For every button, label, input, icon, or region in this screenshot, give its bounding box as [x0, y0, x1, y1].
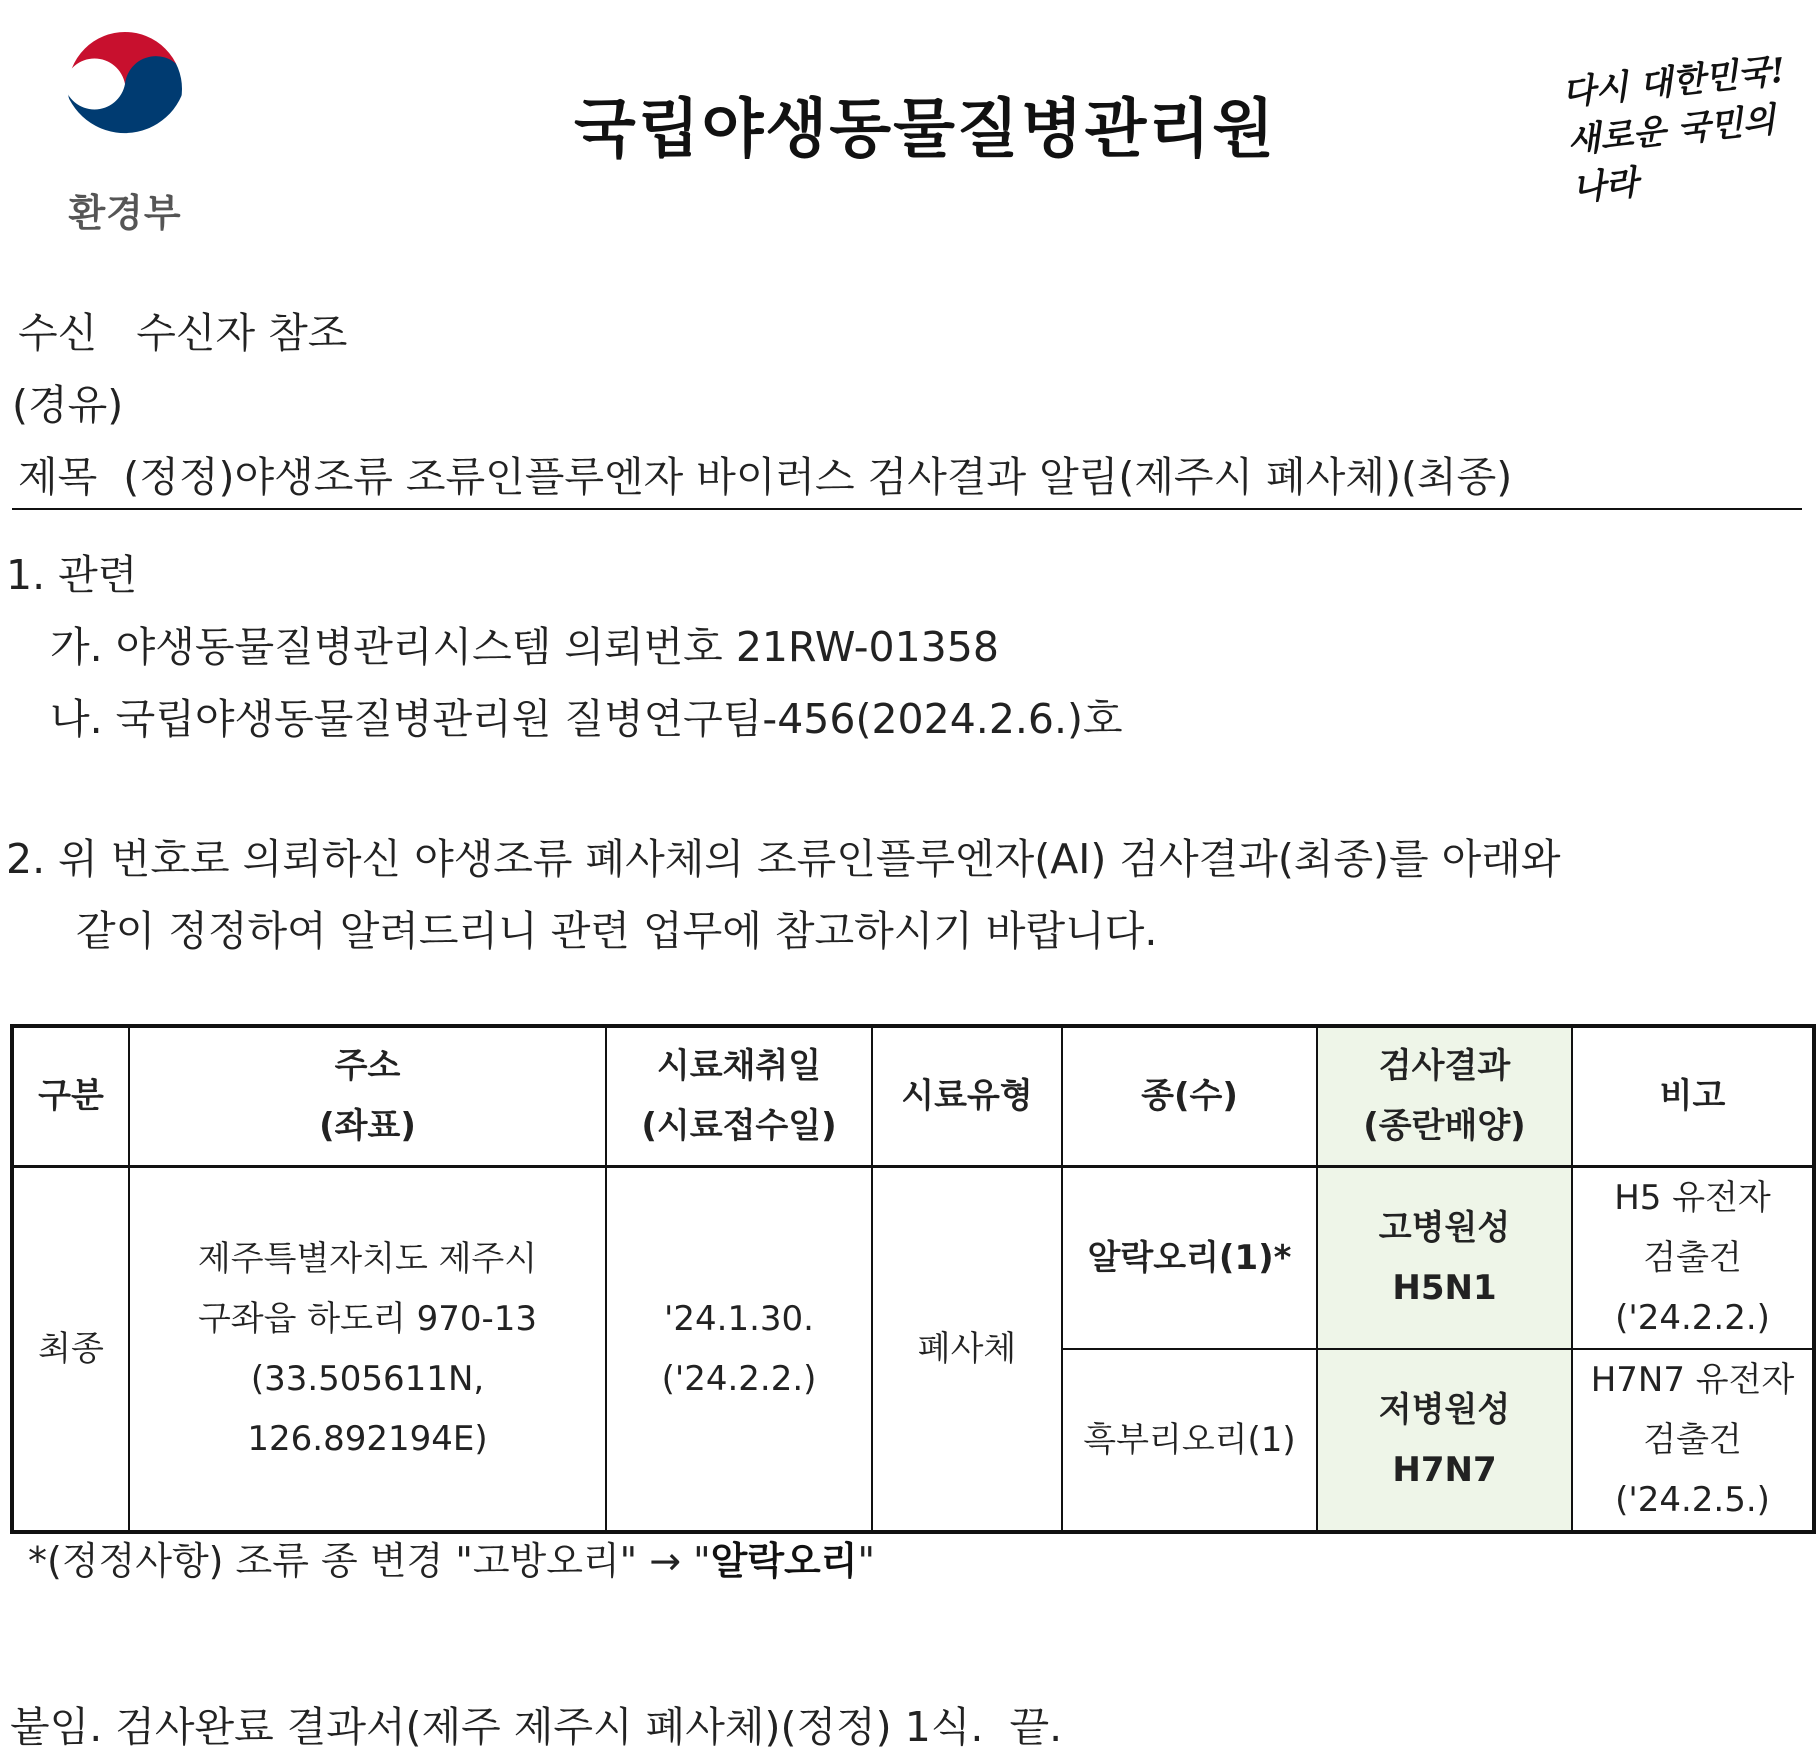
collection-date: '24.1.30.	[664, 1298, 814, 1339]
cell-result	[1317, 1349, 1572, 1532]
cell-species: 흑부리오리(1)	[1062, 1349, 1317, 1532]
paragraph-2-line-1: 2. 위 번호로 의뢰하신 야생조류 폐사체의 조류인플루엔자(AI) 검사결과(최종)를 아래와	[6, 835, 1561, 883]
header-remarks: 비고	[1572, 1026, 1814, 1166]
paragraph-2-line-2: 같이 정정하여 알려드리니 관련 업무에 참고하시기 바랍니다.	[76, 907, 1158, 955]
subject-divider	[12, 508, 1802, 510]
header-sample-type: 시료유형	[872, 1026, 1062, 1166]
remark-line-1: H7N7 유전자	[1590, 1359, 1795, 1400]
footnote-corrected-species: 알락오리	[710, 1539, 858, 1583]
recipient-line: 수신 수신자 참조	[18, 309, 348, 357]
header-address-line-2: (좌표)	[319, 1106, 416, 1147]
via-line: (경유)	[12, 381, 124, 429]
slogan	[1560, 45, 1814, 213]
paragraph-1-item-a: 가. 야생동물질병관리시스템 의뢰번호 21RW-01358	[50, 623, 999, 671]
remark-line-3: ('24.2.2.)	[1615, 1297, 1770, 1338]
remark-line-3: ('24.2.5.)	[1615, 1479, 1770, 1520]
cell-result	[1317, 1166, 1572, 1349]
subject-line: 제목 (정정)야생조류 조류인플루엔자 바이러스 검사결과 알림(제주시 폐사체)(최종)	[18, 453, 1513, 501]
result-pathogenicity: 고병원성	[1378, 1207, 1511, 1248]
address-coordinates: (33.505611N, 126.892194E)	[247, 1358, 488, 1459]
header-dates-line-2: (시료접수일)	[641, 1106, 837, 1147]
cell-sample-type: 폐사체	[872, 1166, 1062, 1532]
table-header-row	[12, 1026, 1814, 1166]
header-result-line-1: 검사결과	[1378, 1046, 1511, 1087]
header-result-line-2: (종란배양)	[1363, 1106, 1526, 1147]
cell-dates	[606, 1166, 872, 1532]
address-line-1: 제주특별자치도 제주시	[197, 1238, 538, 1279]
ministry-logo	[50, 14, 200, 234]
address-line-2: 구좌읍 하도리 970-13	[197, 1298, 538, 1339]
remark-line-1: H5 유전자	[1614, 1177, 1771, 1218]
result-subtype: H5N1	[1392, 1267, 1497, 1308]
header-address	[129, 1026, 606, 1166]
paragraph-1-item-b: 나. 국립야생동물질병관리원 질병연구팀-456(2024.2.6.)호	[50, 695, 1123, 743]
cell-category: 최종	[12, 1166, 129, 1532]
correction-footnote	[28, 1530, 875, 1585]
remark-line-2: 검출건	[1643, 1237, 1742, 1278]
ministry-name: 환경부	[68, 191, 182, 235]
cell-remarks	[1572, 1349, 1814, 1532]
header-dates-line-1: 시료채취일	[656, 1046, 822, 1087]
remark-line-2: 검출건	[1643, 1419, 1742, 1460]
slogan-line-2: 새로운 국민의 나라	[1565, 99, 1778, 210]
slogan-line-1: 다시 대한민국!	[1560, 50, 1788, 114]
receipt-date: ('24.2.2.)	[661, 1358, 817, 1399]
cell-species: 알락오리(1)*	[1062, 1166, 1317, 1349]
header-category: 구분	[12, 1026, 129, 1166]
header-result	[1317, 1026, 1572, 1166]
paragraph-1-title: 1. 관련	[6, 551, 138, 599]
org-title: 국립야생동물질병관리원	[573, 93, 1277, 167]
header-address-line-1: 주소	[334, 1046, 401, 1087]
cell-address	[129, 1166, 606, 1532]
result-subtype: H7N7	[1392, 1449, 1497, 1490]
header-dates	[606, 1026, 872, 1166]
taegeuk-emblem-icon	[50, 14, 200, 164]
header-species: 종(수)	[1062, 1026, 1317, 1166]
footnote-suffix: "	[857, 1539, 875, 1583]
result-pathogenicity: 저병원성	[1378, 1389, 1511, 1430]
table-row	[12, 1166, 1814, 1349]
cell-remarks	[1572, 1166, 1814, 1349]
result-table	[10, 1024, 1816, 1534]
footnote-prefix: *(정정사항) 조류 종 변경 "고방오리" → "	[28, 1539, 711, 1583]
attachment-line: 붙임. 검사완료 결과서(제주 제주시 폐사체)(정정) 1식. 끝.	[10, 1703, 1063, 1751]
